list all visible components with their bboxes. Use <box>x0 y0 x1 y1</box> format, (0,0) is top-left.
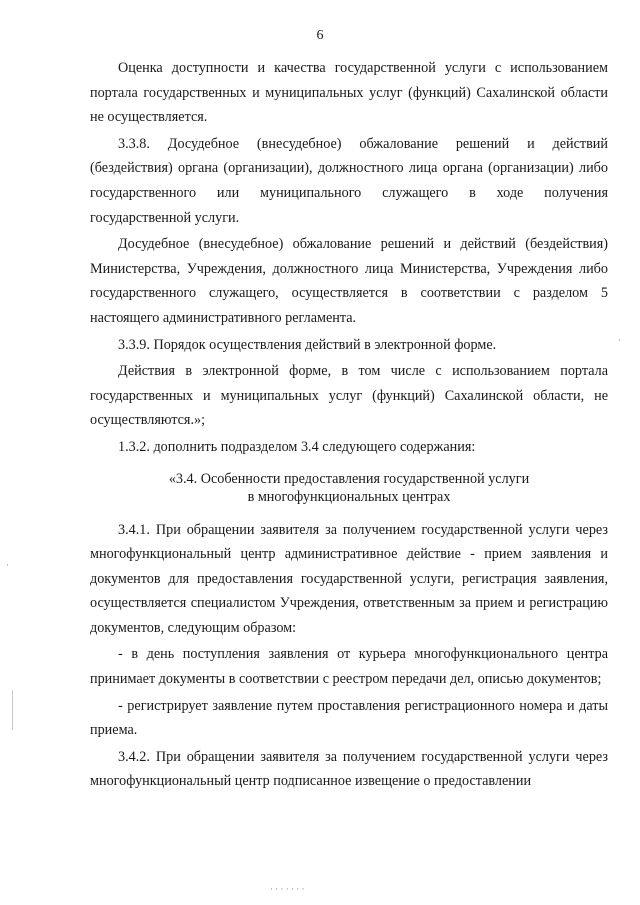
section-heading-3-4 <box>90 470 608 506</box>
section-heading-line-1: «3.4. Особенности предоставления государственной услуги <box>168 470 530 487</box>
section-heading-line-2: в многофункциональных центрах <box>247 488 451 505</box>
scan-speck: · <box>6 560 9 570</box>
paragraph-3-3-9: 3.3.9. Порядок осуществления действий в электронной форме. <box>118 336 497 353</box>
paragraph-1-3-2: 1.3.2. дополнить подразделом 3.4 следующего содержания: <box>118 438 476 455</box>
paragraph-3-4-1: 3.4.1. При обращении заявителя за получением государственной услуги через многофункциональный центр административное действие - прием заявления и документов для предоставления государственной услуги, регистрация заявления, осуществляется специалистом Учреждения, ответственным за прием и регистрацию документов, следующим образом: <box>90 521 608 636</box>
scan-margin-line <box>12 690 13 730</box>
page-number: 6 <box>316 28 324 43</box>
scan-speck: · <box>618 335 621 345</box>
scan-speck: · · · · · · · <box>270 884 305 894</box>
paragraph-3-4-2: 3.4.2. При обращении заявителя за получением государственной услуги через многофункциональный центр подписанное извещение о предоставлении <box>90 748 608 790</box>
paragraph-appeal: Досудебное (внесудебное) обжалование решений и действий (бездействия) Министерства, Учреждения, должностного лица Министерства, Учреждения либо государственного служащего, осуществляется в соответствии с разделом 5 настоящего административного регламента. <box>90 236 608 326</box>
paragraph-accepts-documents: - в день поступления заявления от курьера многофункционального центра принимает документы в соответствии с реестром передачи дел, описью документов; <box>90 646 608 688</box>
paragraph-3-3-8: 3.3.8. Досудебное (внесудебное) обжалование решений и действий (бездействия) органа (организации), должностного лица органа (организации) либо государственного или муниципального служащего в ходе получения государственной услуги. <box>90 135 608 226</box>
paragraph-electronic-actions: Действия в электронной форме, в том числе с использованием портала государственных и муниципальных услуг (функций) Сахалинской области, не осуществляются.»; <box>90 363 608 429</box>
document-body <box>90 56 608 796</box>
paragraph-registers-application: - регистрирует заявление путем проставления регистрационного номера и даты приема. <box>90 697 608 739</box>
paragraph-assessment: Оценка доступности и качества государственной услуги с использованием портала государственных и муниципальных услуг (функций) Сахалинской области не осуществляется. <box>90 60 608 126</box>
